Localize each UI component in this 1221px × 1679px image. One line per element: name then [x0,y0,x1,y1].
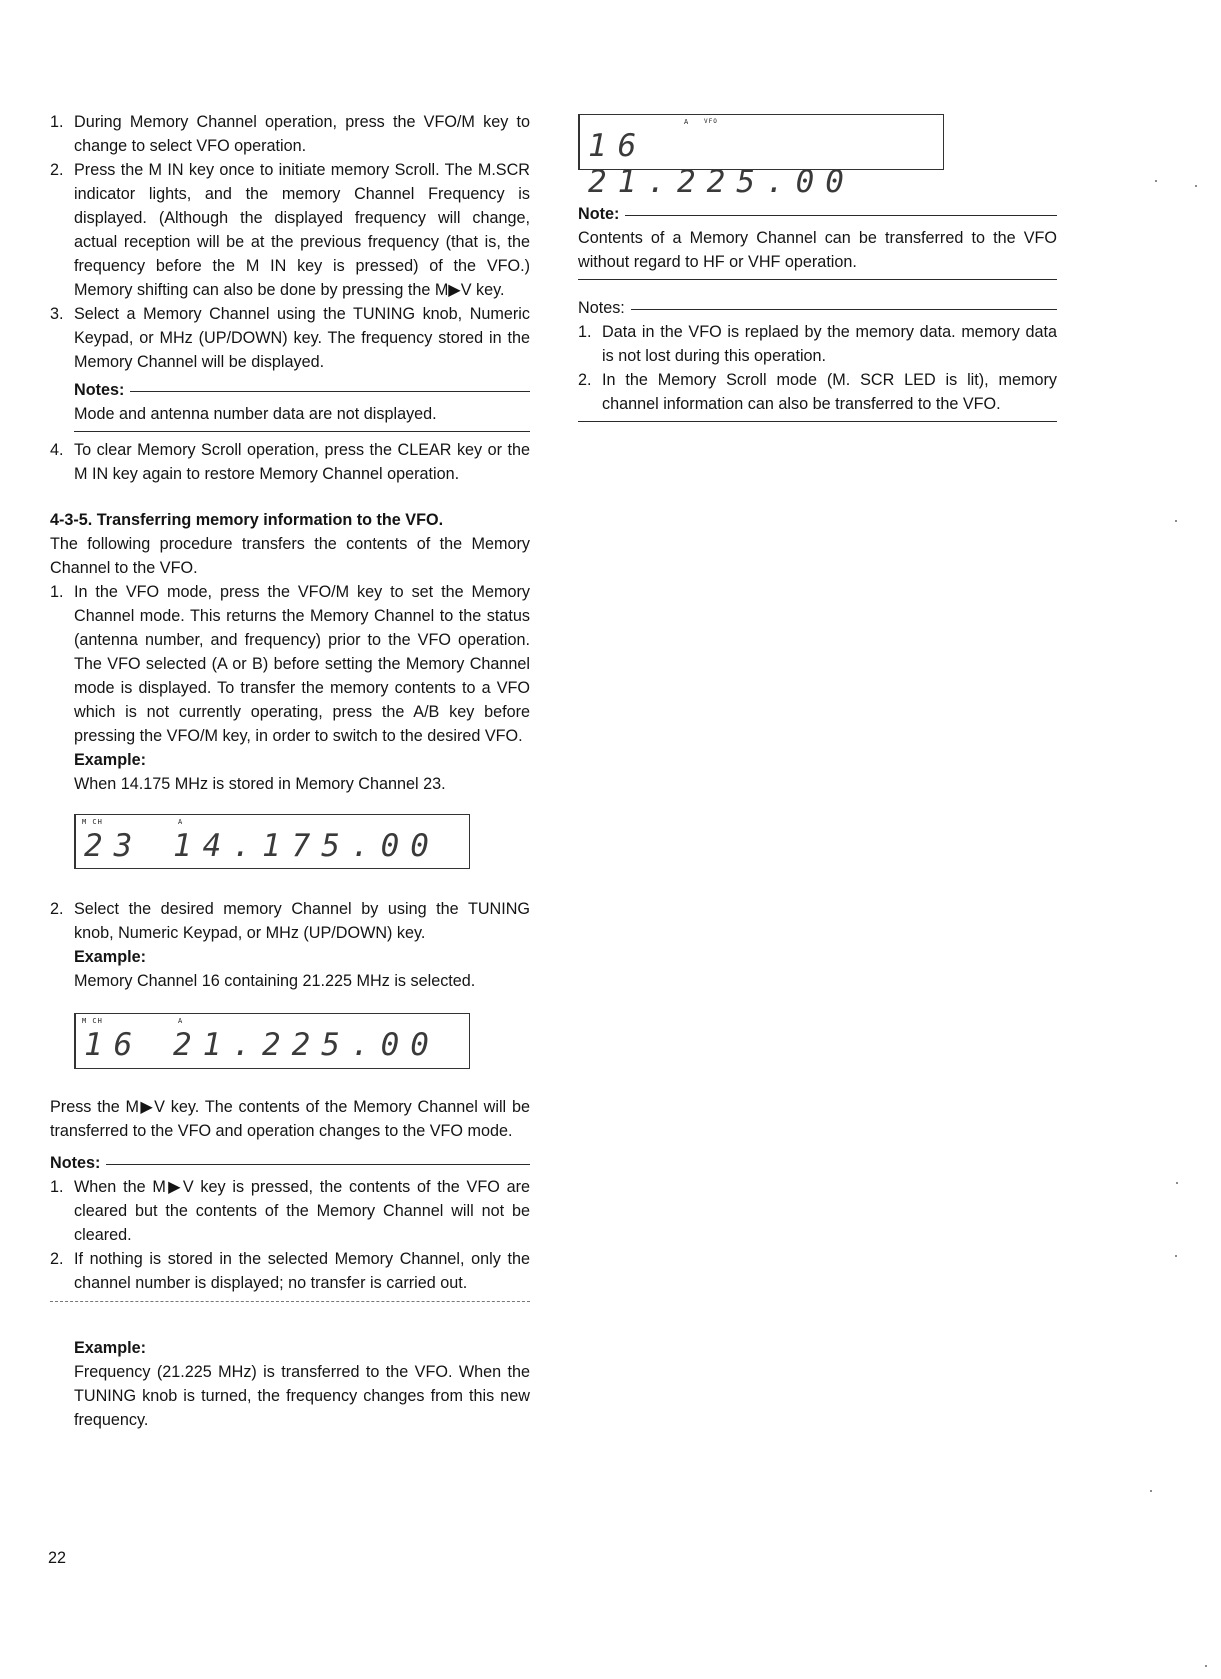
note-text: Contents of a Memory Channel can be transferred to the VFO without regard to HF or VHF operation. [578,229,1057,271]
rule-line [50,1301,530,1302]
speck [1205,1665,1207,1667]
notes-label: Notes: [50,1154,101,1172]
section-intro: The following procedure transfers the contents of the Memory Channel to the VFO. [50,535,530,577]
example-text: Memory Channel 16 containing 21.225 MHz is selected. [74,972,476,990]
notes-box-mode [74,378,530,432]
rule-line [578,279,1057,280]
rule-line [74,431,530,432]
step-text: In the VFO mode, press the VFO/M key to set the Memory Channel mode. This returns the Memory Channel to the status (antenna number, and frequency) prior to the VFO operation. The VFO selected (A or B) before setting the Memory Channel mode is displayed. To transfer the memory contents to a VFO which is not currently operating, press the A/B key before pressing the VFO/M key, in order to switch to the desired VFO. [74,583,530,745]
list-item: 1. Data in the VFO is replaed by the memory data. memory data is not lost during this operation. [578,323,1057,365]
note-text: In the Memory Scroll mode (M. SCR LED is lit), memory channel information can also be transferred to the VFO. [602,371,1057,413]
speck [1155,180,1157,182]
list-item: 1. In the VFO mode, press the VFO/M key to set the Memory Channel mode. This returns the Memory Channel to the status (antenna number, and frequency) prior to the VFO operation. The VFO selected (A or B) before setting the Memory Channel mode is displayed. To transfer the memory contents to a VFO which is not currently operating, press the A/B key before pressing the VFO/M key, in order to switch to the desired VFO. [50,583,530,745]
rule-line [631,309,1057,310]
step-text: Select a Memory Channel using the TUNING knob, Numeric Keypad, or MHz (UP/DOWN) key. The frequency stored in the Memory Channel will be displayed. [74,305,530,371]
note-text: Data in the VFO is replaed by the memory data. memory data is not lost during this operation. [602,323,1057,365]
example-label: Example: [74,751,146,769]
speck [1150,1490,1152,1492]
lcd-indicator-a: A [178,1017,184,1025]
list-item: 1. When the M▶V key is pressed, the contents of the VFO are cleared but the contents of the Memory Channel will not be cleared. [50,1178,530,1244]
notes-label: Notes: [578,299,625,317]
list-item: 3. Select a Memory Channel using the TUNING knob, Numeric Keypad, or MHz (UP/DOWN) key. The frequency stored in the Memory Channel will be displayed. [50,305,530,371]
note-text: If nothing is stored in the selected Memory Channel, only the channel number is displayed; no transfer is carried out. [74,1250,530,1292]
list-item: 1. During Memory Channel operation, press the VFO/M key to change to select VFO operation. [50,113,530,155]
steps-list-clear [50,438,530,486]
lcd-indicator-a: A [178,818,184,826]
list-item: 2. In the Memory Scroll mode (M. SCR LED is lit), memory channel information can also be transferred to the VFO. [578,371,1057,413]
right-column [578,110,1057,422]
notes-box-vfo [578,296,1057,422]
notes-list [50,1175,530,1295]
notes-list [578,320,1057,416]
list-item: 2. Press the M IN key once to initiate memory Scroll. The M.SCR indicator lights, and the memory Channel Frequency is displayed. (Although the displayed frequency will change, actual reception will be at the previous frequency (that is, the frequency before the M IN key is pressed) of the VFO.) Memory shifting can also be done by pressing the M▶V key. [50,161,530,299]
lcd-digits: 23 14.175.00 [84,828,440,864]
lcd-display-channel-23 [74,814,470,869]
lcd-indicator-mch: M CH [82,1017,103,1025]
lcd-indicator-a: A [684,118,690,126]
speck [1175,1255,1177,1257]
lcd-indicator-vfo: VFO [704,118,718,125]
step-text: Press the M IN key once to initiate memory Scroll. The M.SCR indicator lights, and the memory Channel Frequency is displayed. (Although the displayed frequency will change, actual reception will be at the previous frequency (that is, the frequency before the M IN key is pressed) of the VFO.) Memory shifting can also be done by pressing the M▶V key. [74,161,530,299]
steps-list-a [50,110,530,374]
step-text: Select the desired memory Channel by using the TUNING knob, Numeric Keypad, or MHz (UP/DOWN) key. [74,900,530,942]
speck [1176,1182,1178,1184]
step-text: During Memory Channel operation, press the VFO/M key to change to select VFO operation. [74,113,530,155]
example-text: Frequency (21.225 MHz) is transferred to the VFO. When the TUNING knob is turned, the frequency changes from this new frequency. [74,1363,530,1429]
rule-line [106,1164,530,1165]
step-text: To clear Memory Scroll operation, press the CLEAR key or the M IN key again to restore Memory Channel operation. [74,441,530,483]
note-label: Note: [578,205,620,223]
steps-list-b [50,580,530,748]
lcd-digits: 16 21.225.00 [588,128,855,200]
rule-line [130,391,530,392]
press-mv-text: Press the M▶V key. The contents of the Memory Channel will be transferred to the VFO and operation changes to the VFO mode. [50,1098,530,1140]
list-item: 2. If nothing is stored in the selected Memory Channel, only the channel number is displayed; no transfer is carried out. [50,1250,530,1292]
list-item: 2. Select the desired memory Channel by using the TUNING knob, Numeric Keypad, or MHz (UP/DOWN) key. [50,900,530,942]
rule-line [625,215,1057,216]
lcd-digits: 16 21.225.00 [84,1027,440,1063]
page-number: 22 [48,1549,67,1567]
speck [1195,185,1197,187]
lcd-display-channel-16 [74,1013,470,1069]
note-box-transfer [578,202,1057,280]
left-column [50,110,530,1432]
notes-box-transfer [50,1151,530,1302]
example-text: When 14.175 MHz is stored in Memory Channel 23. [74,775,446,793]
example-label: Example: [74,948,146,966]
lcd-display-vfo [578,114,944,200]
note-text: When the M▶V key is pressed, the contents of the VFO are cleared but the contents of the Memory Channel will not be cleared. [74,1178,530,1244]
example-label: Example: [74,1339,146,1357]
section-heading: 4-3-5. Transferring memory information to the VFO. [50,511,444,529]
notes-label: Notes: [74,381,125,399]
steps-list-b2 [50,897,530,945]
lcd-indicator-mch: M CH [82,818,103,826]
rule-line [578,421,1057,422]
notes-text: Mode and antenna number data are not displayed. [74,405,437,423]
list-item: 4. To clear Memory Scroll operation, press the CLEAR key or the M IN key again to restore Memory Channel operation. [50,441,530,483]
speck [1175,520,1177,522]
